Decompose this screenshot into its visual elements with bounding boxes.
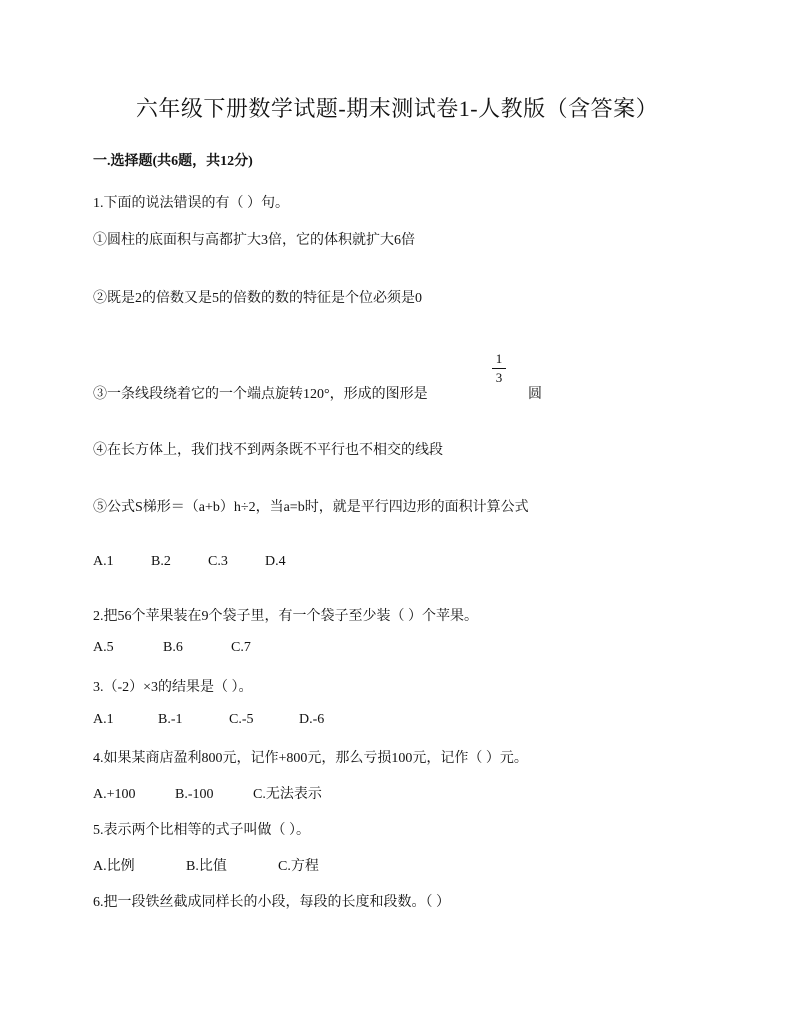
option-b[interactable]: B.-1: [158, 712, 183, 727]
question-5-options: [93, 855, 319, 875]
option-a[interactable]: A.1: [93, 712, 114, 727]
option-c[interactable]: C.7: [231, 640, 251, 655]
option-b[interactable]: B.2: [151, 554, 171, 569]
question-3-options: [93, 712, 324, 728]
fraction-bar: [492, 368, 506, 369]
option-a[interactable]: A.1: [93, 554, 114, 569]
option-b[interactable]: B.6: [163, 640, 183, 655]
option-c[interactable]: C.方程: [278, 859, 319, 874]
option-c[interactable]: C.无法表示: [253, 787, 322, 802]
option-a[interactable]: A.5: [93, 640, 114, 655]
question-2-stem: 2.把56个苹果装在9个袋子里，有一个袋子至少装（ ）个苹果。: [93, 609, 478, 624]
question-2-options: [93, 640, 251, 656]
fraction-denominator: 3: [495, 370, 503, 385]
question-4-stem: 4.如果某商店盈利800元，记作+800元，那么亏损100元，记作（ ）元。: [93, 751, 528, 766]
fraction-numerator: 1: [495, 351, 503, 366]
question-1-statement-1: ①圆柱的底面积与高都扩大3倍，它的体积就扩大6倍: [93, 233, 415, 248]
question-1-statement-2: ②既是2的倍数又是5的倍数的数的特征是个位必须是0: [93, 291, 422, 306]
option-b[interactable]: B.比值: [186, 859, 227, 874]
section-heading: 一.选择题(共6题，共12分): [93, 154, 253, 169]
question-1-options: [93, 554, 286, 570]
option-b[interactable]: B.-100: [175, 787, 214, 802]
page-title: 六年级下册数学试题-期末测试卷1-人教版（含答案）: [135, 96, 659, 121]
fraction-one-third: [492, 352, 506, 385]
question-6-stem: 6.把一段铁丝截成同样长的小段，每段的长度和段数。（ ）: [93, 895, 450, 910]
option-c[interactable]: C.3: [208, 554, 228, 569]
question-1-statement-4: ④在长方体上，我们找不到两条既不平行也不相交的线段: [93, 443, 443, 458]
question-1-statement-5: ⑤公式S梯形＝（a+b）h÷2，当a=b时，就是平行四边形的面积计算公式: [93, 500, 529, 515]
question-4-options: [93, 783, 322, 803]
question-1-statement-3: ③一条线段绕着它的一个端点旋转120°，形成的图形是: [93, 387, 428, 402]
question-1-statement-3-end: 圆: [528, 387, 542, 402]
option-c[interactable]: C.-5: [229, 712, 254, 727]
question-3-stem: 3.（-2）×3的结果是（ ）。: [93, 680, 253, 695]
option-d[interactable]: D.4: [265, 554, 286, 569]
option-a[interactable]: A.比例: [93, 859, 135, 874]
option-a[interactable]: A.+100: [93, 787, 136, 802]
question-1-stem: 1.下面的说法错误的有（ ）句。: [93, 196, 289, 211]
option-d[interactable]: D.-6: [299, 712, 325, 727]
question-5-stem: 5.表示两个比相等的式子叫做（ ）。: [93, 823, 310, 838]
